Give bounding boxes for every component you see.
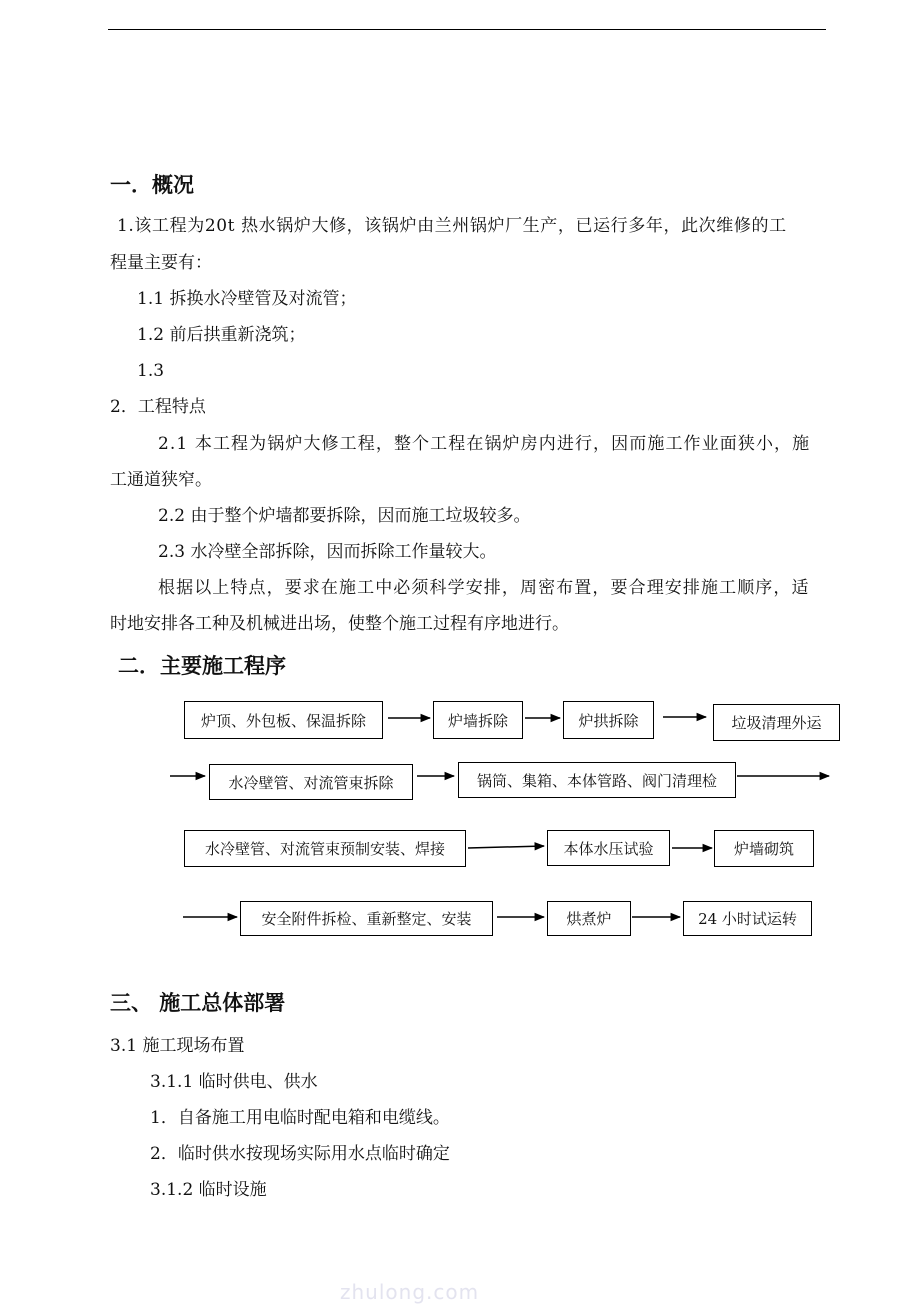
sub-3-1-2: 3.1.2 临时设施 (150, 1180, 267, 1200)
sub-2-title: 2．工程特点 (110, 397, 206, 417)
flow-box-r3-1: 水冷壁管、对流管束预制安装、焊接 (184, 830, 466, 867)
item-2-1-line-1: 2.1 本工程为锅炉大修工程，整个工程在锅炉房内进行，因而施工作业面狭小，施 (158, 434, 811, 454)
flow-box-r1-4: 垃圾清理外运 (713, 704, 840, 741)
flow-box-r3-2: 本体水压试验 (547, 830, 670, 866)
para-1-line-1: 1.该工程为20t 热水锅炉大修，该锅炉由兰州锅炉厂生产，已运行多年，此次维修的工 (117, 216, 787, 236)
watermark: zhulong.com (340, 1280, 480, 1304)
item-3-1: 1．自备施工用电临时配电箱和电缆线。 (150, 1108, 450, 1128)
item-1-3: 1.3 (137, 361, 165, 381)
item-1-1: 1.1 拆换水冷壁管及对流管； (137, 289, 357, 309)
flow-box-r2-2: 锅筒、集箱、本体管路、阀门清理检 (458, 762, 736, 798)
item-2-2: 2.2 由于整个炉墙都要拆除，因而施工垃圾较多。 (158, 506, 531, 526)
flow-box-r1-1: 炉顶、外包板、保温拆除 (184, 701, 383, 739)
section-2-title: 二．主要施工程序 (118, 654, 286, 678)
item-2-3: 2.3 水冷壁全部拆除，因而拆除工作量较大。 (158, 542, 497, 562)
section-3-title: 三、 施工总体部署 (110, 991, 286, 1015)
arrow-r3-1 (468, 846, 544, 848)
flow-box-r4-3: 24 小时试运转 (683, 901, 812, 936)
item-3-2: 2．临时供水按现场实际用水点临时确定 (150, 1144, 450, 1164)
item-2-1-line-2: 工通道狭窄。 (110, 470, 212, 490)
item-1-2: 1.2 前后拱重新浇筑； (137, 325, 306, 345)
flow-box-r2-1: 水冷壁管、对流管束拆除 (209, 764, 413, 800)
sub-3-1-1: 3.1.1 临时供电、供水 (150, 1072, 318, 1092)
sub-3-1: 3.1 施工现场布置 (110, 1036, 245, 1056)
flow-box-r4-2: 烘煮炉 (547, 901, 631, 936)
flow-box-r3-3: 炉墙砌筑 (714, 830, 814, 867)
flow-box-r4-1: 安全附件拆检、重新整定、安装 (240, 901, 493, 936)
flow-box-r1-2: 炉墙拆除 (433, 701, 523, 739)
para-1-line-2: 程量主要有： (110, 253, 212, 273)
summary-line-2: 时地安排各工种及机械进出场，使整个施工过程有序地进行。 (110, 614, 569, 634)
summary-line-1: 根据以上特点，要求在施工中必须科学安排，周密布置，要合理安排施工顺序，适 (158, 578, 810, 598)
flow-box-r1-3: 炉拱拆除 (563, 701, 654, 739)
section-1-title: 一．概况 (110, 173, 194, 197)
